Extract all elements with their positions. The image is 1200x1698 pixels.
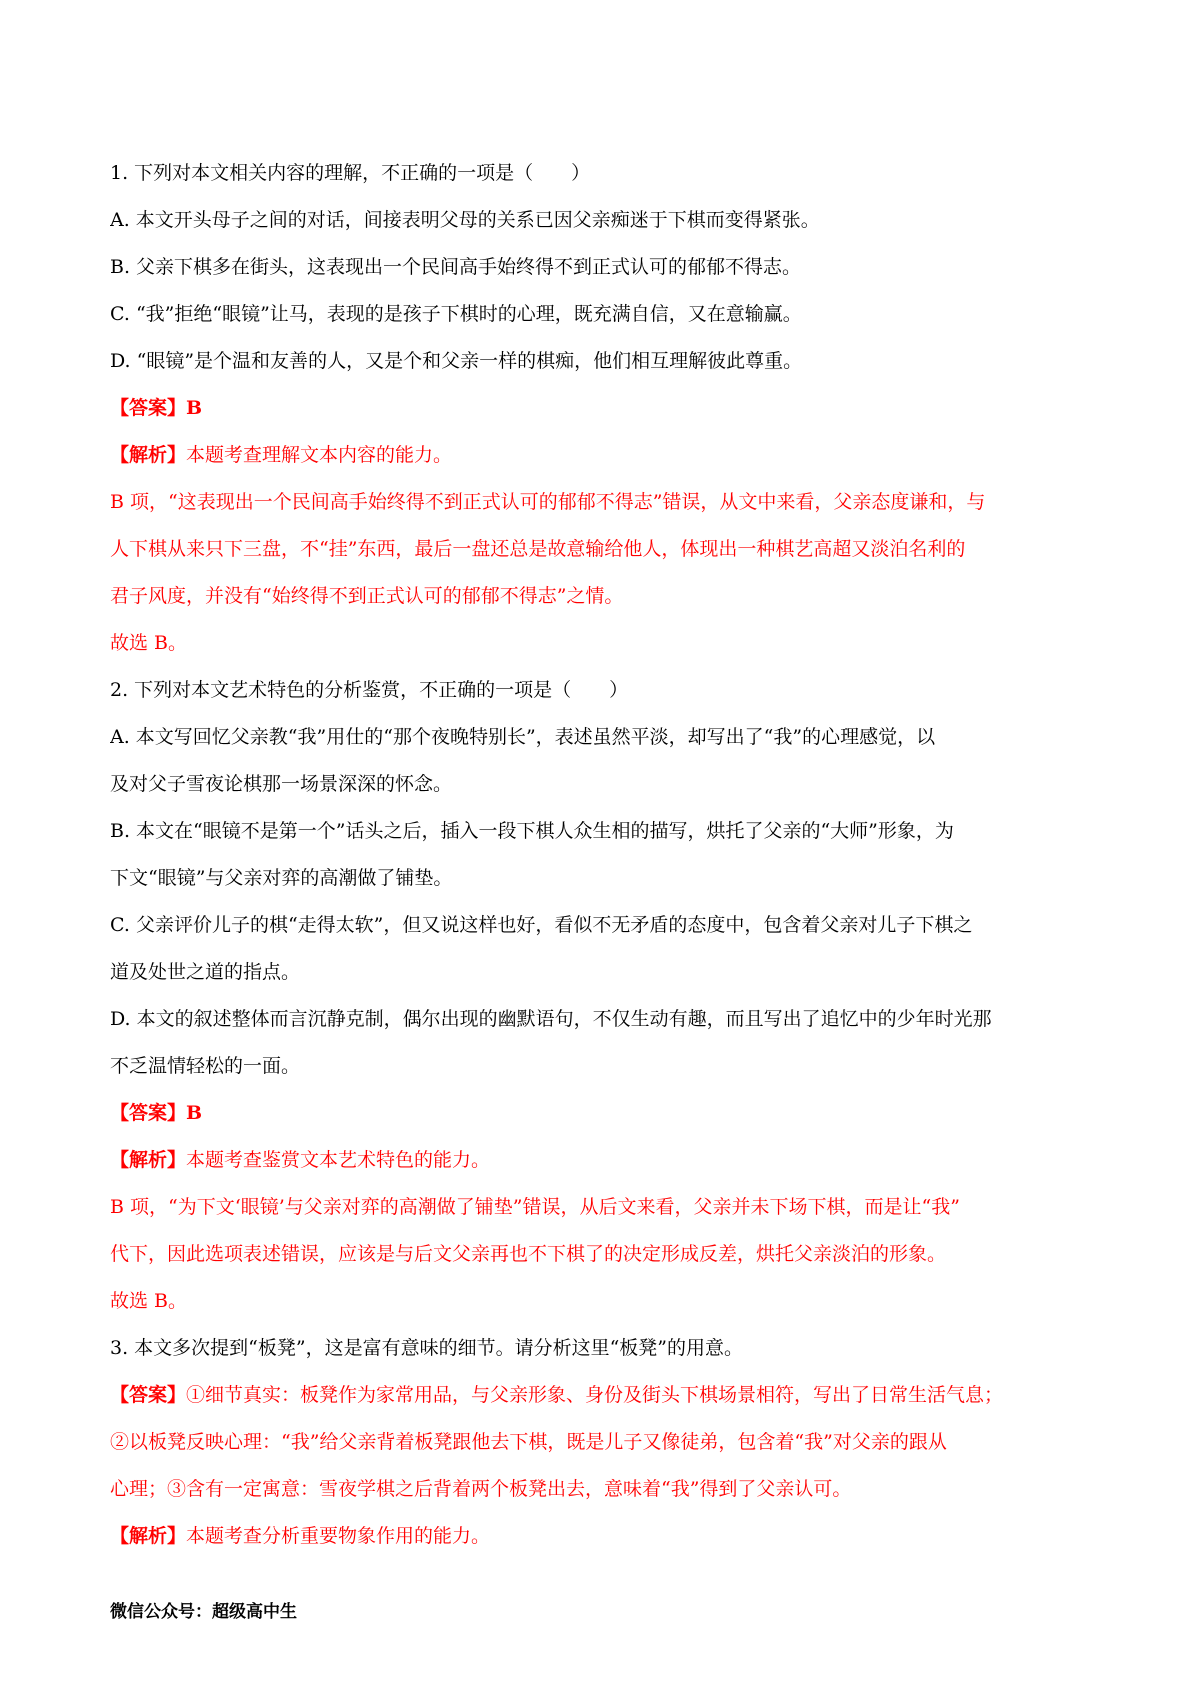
answer-value: B bbox=[186, 1102, 203, 1124]
question-2-option-line: 不乏温情轻松的一面。 bbox=[110, 1055, 301, 1077]
question-2-conclusion: 故选 B。 bbox=[110, 1290, 188, 1312]
footer-wechat-account: 微信公众号：超级高中生 bbox=[110, 1602, 297, 1622]
analysis-text: 本题考查分析重要物象作用的能力。 bbox=[186, 1525, 491, 1547]
answer-text: ①细节真实：板凳作为家常用品，与父亲形象、身份及街头下棋场景相符，写出了日常生活气息； bbox=[186, 1384, 1004, 1406]
question-3-answer bbox=[110, 1372, 1105, 1419]
question-2-option-line: C. 父亲评价儿子的棋“走得太软”，但又说这样也好，看似不无矛盾的态度中，包含着父亲对儿子下棋之 bbox=[110, 914, 973, 936]
answer-label: 【答案】 bbox=[110, 1102, 187, 1124]
question-3-answer-line: ②以板凳反映心理：“我”给父亲背着板凳跟他去下棋，既是儿子又像徒弟，包含着“我”对父亲的跟从 bbox=[110, 1431, 947, 1453]
question-2-stem: 2. 下列对本文艺术特色的分析鉴赏，不正确的一项是（ ） bbox=[110, 679, 629, 701]
question-1-analysis bbox=[110, 432, 1105, 479]
question-3-analysis bbox=[110, 1513, 1105, 1560]
question-2-answer bbox=[110, 1090, 1105, 1137]
question-2-analysis bbox=[110, 1137, 1105, 1184]
question-1-option-b: B. 父亲下棋多在街头，这表现出一个民间高手始终得不到正式认可的郁郁不得志。 bbox=[110, 256, 802, 278]
question-2-option-line: 及对父子雪夜论棋那一场景深深的怀念。 bbox=[110, 773, 453, 795]
analysis-text: 本题考查鉴赏文本艺术特色的能力。 bbox=[186, 1149, 491, 1171]
question-1-conclusion: 故选 B。 bbox=[110, 632, 188, 654]
question-1-answer bbox=[110, 385, 1105, 432]
question-3-answer-line: 心理；③含有一定寓意：雪夜学棋之后背着两个板凳出去，意味着“我”得到了父亲认可。 bbox=[110, 1478, 852, 1500]
question-2-option-line: B. 本文在“眼镜不是第一个”话头之后，插入一段下棋人众生相的描写，烘托了父亲的“大师”形象，为 bbox=[110, 820, 954, 842]
question-1-option-a: A. 本文开头母子之间的对话，间接表明父母的关系已因父亲痴迷于下棋而变得紧张。 bbox=[110, 209, 820, 231]
analysis-label: 【解析】 bbox=[110, 444, 187, 466]
answer-value: B bbox=[186, 397, 203, 419]
answer-label: 【答案】 bbox=[110, 1384, 187, 1406]
question-2-option-line: 道及处世之道的指点。 bbox=[110, 961, 301, 983]
question-1-explanation-line: 人下棋从来只下三盘，不“挂”东西，最后一盘还总是故意输给他人，体现出一种棋艺高超又淡泊名利的 bbox=[110, 538, 966, 560]
document-body bbox=[110, 150, 1105, 1560]
question-2-option-line: 下文“眼镜”与父亲对弈的高潮做了铺垫。 bbox=[110, 867, 453, 889]
analysis-label: 【解析】 bbox=[110, 1149, 187, 1171]
question-1-explanation-line: 君子风度，并没有“始终得不到正式认可的郁郁不得志”之情。 bbox=[110, 585, 624, 607]
question-1-option-c: C. “我”拒绝“眼镜”让马，表现的是孩子下棋时的心理，既充满自信，又在意输赢。 bbox=[110, 303, 802, 325]
analysis-label: 【解析】 bbox=[110, 1525, 187, 1547]
answer-label: 【答案】 bbox=[110, 397, 187, 419]
analysis-text: 本题考查理解文本内容的能力。 bbox=[186, 444, 453, 466]
question-2-option-line: A. 本文写回忆父亲教“我”用仕的“那个夜晚特别长”，表述虽然平淡，却写出了“我”的心理感觉，以 bbox=[110, 726, 936, 748]
question-2-option-line: D. 本文的叙述整体而言沉静克制，偶尔出现的幽默语句，不仅生动有趣，而且写出了追忆中的少年时光那 bbox=[110, 1008, 992, 1030]
question-1-stem: 1. 下列对本文相关内容的理解，不正确的一项是（ ） bbox=[110, 162, 591, 184]
question-1-option-d: D. “眼镜”是个温和友善的人，又是个和父亲一样的棋痴，他们相互理解彼此尊重。 bbox=[110, 350, 803, 372]
question-3-stem: 3. 本文多次提到“板凳”，这是富有意味的细节。请分析这里“板凳”的用意。 bbox=[110, 1337, 744, 1359]
question-2-explanation-line: 代下，因此选项表述错误，应该是与后文父亲再也不下棋了的决定形成反差，烘托父亲淡泊的形象。 bbox=[110, 1243, 947, 1265]
question-1-explanation-line: B 项，“这表现出一个民间高手始终得不到正式认可的郁郁不得志”错误，从文中来看，父亲态度谦和，与 bbox=[110, 491, 986, 513]
question-2-explanation-line: B 项，“为下文‘眼镜’与父亲对弈的高潮做了铺垫”错误，从后文来看，父亲并未下场下棋，而是让“我” bbox=[110, 1196, 960, 1218]
